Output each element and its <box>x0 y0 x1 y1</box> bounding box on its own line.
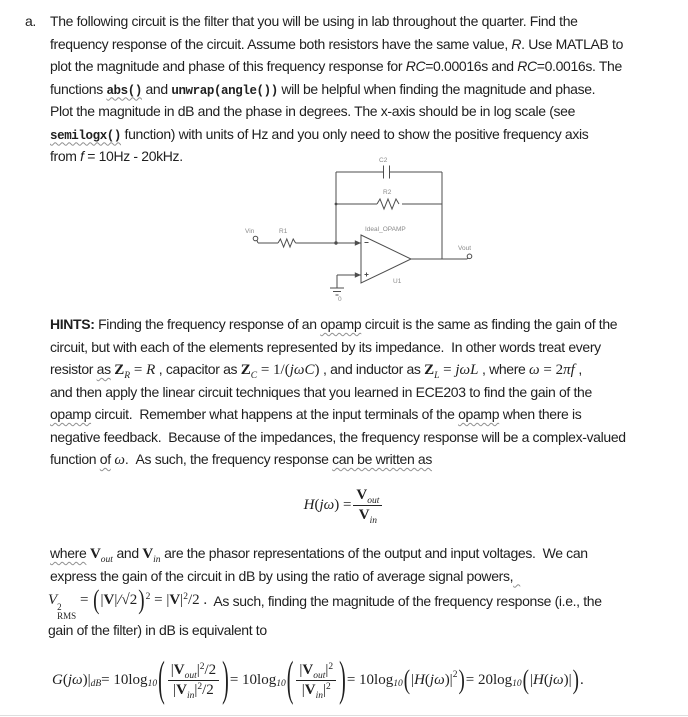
text-segment: , where <box>478 361 530 377</box>
text-segment: G <box>52 671 63 688</box>
text-segment: Z <box>240 362 251 378</box>
text-segment: abs() <box>106 83 142 98</box>
text-segment: ( <box>424 671 430 688</box>
text-line <box>50 10 675 33</box>
text-segment: and <box>112 545 143 561</box>
text-segment: functions <box>50 80 107 97</box>
circuit-diagram <box>234 147 484 309</box>
resistor-r2-symbol <box>377 199 399 209</box>
text-segment: circuit is the same as finding the gain of the <box>361 316 618 332</box>
opamp-plus-sign <box>365 273 369 277</box>
plus-input-arrow-icon <box>355 272 361 277</box>
vin-terminal-icon <box>253 236 258 241</box>
text-segment: V <box>48 592 58 608</box>
superscript: 2 <box>145 592 151 602</box>
text-segment: ) <box>314 362 320 378</box>
text-line <box>48 615 680 645</box>
label-r2: R2 <box>383 189 392 196</box>
label-r1: R1 <box>279 228 288 235</box>
text-segment <box>513 568 520 584</box>
text-line <box>50 448 680 471</box>
superscript: 2 <box>197 681 203 692</box>
paragraph-hints <box>50 313 680 471</box>
subscript: in <box>369 516 378 526</box>
big-paren: ( <box>522 664 529 696</box>
text-segment: from <box>50 148 81 164</box>
text-segment: = 20log <box>465 671 513 688</box>
text-segment: jω <box>319 497 335 513</box>
ground-symbol <box>330 288 344 295</box>
fraction-denominator <box>353 506 382 524</box>
label-u1: U1 <box>393 278 402 285</box>
vout-terminal-tail <box>467 258 468 259</box>
text-segment: opamp <box>320 316 362 332</box>
text-segment: jω <box>429 671 445 688</box>
big-paren: ) <box>138 585 145 617</box>
text-segment: when there is <box>499 406 582 422</box>
text-segment: = 2 <box>539 362 564 378</box>
text-segment: gain of the filter) in dB is equivalent to <box>48 622 267 638</box>
text-segment: , <box>574 361 582 377</box>
text-segment: f <box>80 148 84 164</box>
subscript: out <box>367 496 380 506</box>
text-segment: = 10log <box>346 671 394 688</box>
fraction-denominator <box>168 681 219 699</box>
paragraph-problem-a <box>50 10 675 168</box>
text-line <box>50 381 680 404</box>
label-c2: C2 <box>379 157 388 164</box>
text-segment: / <box>117 592 122 608</box>
text-segment: As such, finding the magnitude of the frequency response (i.e., the <box>207 593 602 610</box>
text-segment: = 10log <box>229 671 277 688</box>
text-segment: are the phasor representations of the output and input voltages. We can <box>160 545 588 561</box>
text-segment: V <box>89 546 101 562</box>
text-segment: where <box>50 545 87 561</box>
text-segment: | <box>170 661 174 678</box>
text-segment: circuit. Remember what happens at the input terminals of the <box>91 406 459 422</box>
text-segment: /2 <box>202 681 214 698</box>
subscript: dB <box>90 679 102 689</box>
subscript: in <box>315 690 324 701</box>
text-line <box>48 585 680 621</box>
text-line <box>50 100 675 123</box>
text-segment: V <box>356 487 368 503</box>
text-segment: V <box>142 546 154 562</box>
text-segment: express the gain of the circuit in dB by using the ratio of average signal powers, <box>50 567 514 584</box>
text-segment: V <box>304 681 316 698</box>
subscript-label: RMS <box>57 610 77 621</box>
text-segment: | <box>194 681 198 698</box>
text-segment: plot the magnitude and phase of this frequency response for <box>50 58 406 74</box>
text-segment: | <box>166 592 170 608</box>
text-segment: semilogx() <box>50 128 122 143</box>
text-segment: =0.0016s. The <box>536 58 622 74</box>
text-segment: R <box>511 35 522 52</box>
text-line <box>50 336 680 359</box>
equation-frequency-response <box>0 487 688 524</box>
text-segment: ( <box>314 497 320 513</box>
superscript: 2 <box>183 592 188 602</box>
subscript: 10 <box>147 679 158 689</box>
text-segment: | <box>173 681 177 698</box>
paragraph-vrms <box>48 585 680 645</box>
text-segment: V <box>173 661 185 678</box>
superscript: 2 <box>452 670 458 680</box>
text-segment: circuit, but with each of the elements represented by its impedance. In other words treat every <box>50 338 601 355</box>
vin-terminal-tail <box>257 240 258 243</box>
text-line <box>50 123 675 146</box>
text-segment: RC <box>517 58 537 74</box>
text-segment: negative feedback. Because of the impedances, the frequency response will be a complex-valued <box>50 428 626 445</box>
text-segment: V <box>169 592 181 608</box>
text-segment: V <box>302 661 314 678</box>
text-segment: and <box>141 80 172 97</box>
text-segment: . <box>579 671 584 688</box>
text-segment: Finding the frequency response of an <box>94 316 321 332</box>
big-paren: ) <box>222 653 229 707</box>
text-segment: | <box>180 592 184 608</box>
minus-input-arrow-icon <box>355 240 361 245</box>
list-marker: a. <box>25 13 36 29</box>
superscript: 2 <box>326 681 331 692</box>
text-segment: . As such, the frequency response <box>124 451 333 467</box>
text-line <box>50 313 680 336</box>
text-segment: frequency response of the circuit. Assume both resistors have the same value, <box>50 35 512 52</box>
text-segment: | <box>114 592 118 608</box>
text-segment: ω <box>529 362 540 378</box>
text-segment: R <box>146 362 156 378</box>
wire-plus-input <box>337 275 361 288</box>
text-segment: V <box>176 681 187 698</box>
text-segment: = <box>439 362 456 378</box>
text-segment: | <box>529 671 533 688</box>
big-paren: ( <box>403 664 411 696</box>
big-paren: ( <box>286 653 294 707</box>
page-boundary-line <box>0 715 688 716</box>
fraction-numerator <box>353 487 382 506</box>
text-segment: function) with units of Hz and you only need to show the positive frequency axis <box>121 125 589 142</box>
text-segment: √2 <box>121 592 138 608</box>
capacitor-c2-symbol <box>384 166 390 179</box>
label-vin: Vin <box>245 228 255 235</box>
text-line <box>50 33 675 56</box>
text-segment: H <box>533 671 544 688</box>
fraction-denominator <box>296 681 336 699</box>
subscript: in <box>186 690 195 701</box>
text-segment: Z <box>114 362 125 378</box>
text-segment: of <box>99 451 111 467</box>
fraction <box>168 662 219 699</box>
text-segment: | <box>301 681 305 698</box>
text-segment: | <box>196 661 200 678</box>
fraction <box>296 662 336 699</box>
text-segment: | <box>411 671 415 688</box>
text-segment: , and inductor as <box>319 361 425 377</box>
fraction-numerator <box>168 662 219 681</box>
text-line <box>50 403 680 426</box>
text-segment: jωC <box>289 362 315 378</box>
fraction <box>353 487 382 524</box>
junction-dot <box>334 241 337 244</box>
text-segment: jω <box>67 671 83 688</box>
subscript: 10 <box>276 679 286 689</box>
big-paren: ) <box>458 664 465 696</box>
text-segment: C <box>250 371 258 381</box>
text-segment: and then apply the linear circuit techniques that you learned in ECE203 to find the gain of the <box>50 383 592 400</box>
text-segment: /2 <box>204 661 217 678</box>
subscript: out <box>184 670 197 681</box>
text-segment: πf <box>563 362 575 378</box>
text-segment: H <box>414 671 425 688</box>
text-line <box>50 542 680 565</box>
text-segment: in <box>153 555 161 565</box>
text-segment: )| <box>444 671 453 688</box>
superscript: 2 <box>328 661 334 672</box>
text-line <box>50 55 675 78</box>
text-segment: | <box>100 592 104 608</box>
circuit-labels <box>245 157 471 303</box>
text-segment: opamp <box>50 406 92 422</box>
text-segment: | <box>299 661 303 678</box>
text-segment: | <box>323 681 327 698</box>
text-segment: function <box>50 451 100 467</box>
text-segment: /2 <box>187 592 200 608</box>
text-segment: out <box>100 555 113 565</box>
resistor-r1-symbol <box>278 239 296 247</box>
text-segment: will be helpful when finding the magnitude and phase. <box>277 80 596 97</box>
fraction-numerator <box>296 662 336 681</box>
text-segment: unwrap(angle()) <box>171 83 278 98</box>
superscript: 2 <box>57 602 62 612</box>
text-line <box>50 358 680 381</box>
text-segment: Z <box>424 362 435 378</box>
label-opamp: Ideal_OPAMP <box>365 226 406 233</box>
text-segment: = 10Hz - 20kHz. <box>83 148 183 164</box>
superscript: 2 <box>199 661 205 672</box>
text-line <box>50 78 675 101</box>
subscript: 10 <box>512 679 522 689</box>
text-segment: Plot the magnitude in dB and the phase in degrees. The x-axis should be in log scale (see <box>50 103 576 119</box>
text-segment: = 10log <box>101 671 148 688</box>
vout-terminal-icon <box>467 254 472 259</box>
subscript: 10 <box>393 679 403 689</box>
text-segment: =0.00016s and <box>425 58 518 74</box>
text-segment: as <box>96 361 111 377</box>
text-segment: H <box>303 497 315 513</box>
text-segment: opamp <box>458 406 500 422</box>
text-segment: R <box>124 371 131 381</box>
big-paren: ( <box>158 653 165 707</box>
junction-dot <box>335 203 338 206</box>
text-segment: | <box>325 661 329 678</box>
text-line <box>50 565 680 588</box>
text-segment: RC <box>405 58 426 74</box>
big-paren: ) <box>572 664 579 696</box>
text-segment: L <box>434 371 440 381</box>
big-paren: ( <box>93 585 100 617</box>
text-line <box>50 426 680 449</box>
big-paren: ) <box>339 653 346 707</box>
label-ground-zero: 0 <box>338 296 342 303</box>
text-segment: The following circuit is the filter that you will be using in lab throughout the quarter. Find the <box>50 13 578 29</box>
text-segment: = 1/( <box>257 362 290 378</box>
text-segment: = <box>76 592 93 608</box>
text-segment: resistor <box>50 361 97 377</box>
text-segment: , capacitor as <box>155 361 241 377</box>
text-segment: = <box>130 362 147 378</box>
text-segment: ( <box>543 671 549 688</box>
equation-gain-db <box>52 651 584 709</box>
text-segment: V <box>103 592 115 608</box>
subscript: out <box>313 670 326 681</box>
paragraph-where <box>50 542 680 587</box>
text-segment: = <box>150 592 167 608</box>
text-segment: )| <box>82 671 91 688</box>
text-segment: )| <box>563 671 572 688</box>
text-segment: jω <box>548 671 564 688</box>
text-segment: V <box>358 507 370 523</box>
label-vout: Vout <box>458 245 472 252</box>
text-segment: . <box>199 592 208 608</box>
text-segment: ω <box>114 452 125 468</box>
text-segment: ) = <box>334 497 352 513</box>
text-segment: jωL <box>455 362 479 378</box>
text-segment: ( <box>62 671 68 688</box>
text-segment: HINTS: <box>50 316 95 332</box>
text-segment: . Use MATLAB to <box>521 35 624 52</box>
circuit-junctions <box>334 203 361 278</box>
text-segment: can be written as <box>332 451 433 467</box>
